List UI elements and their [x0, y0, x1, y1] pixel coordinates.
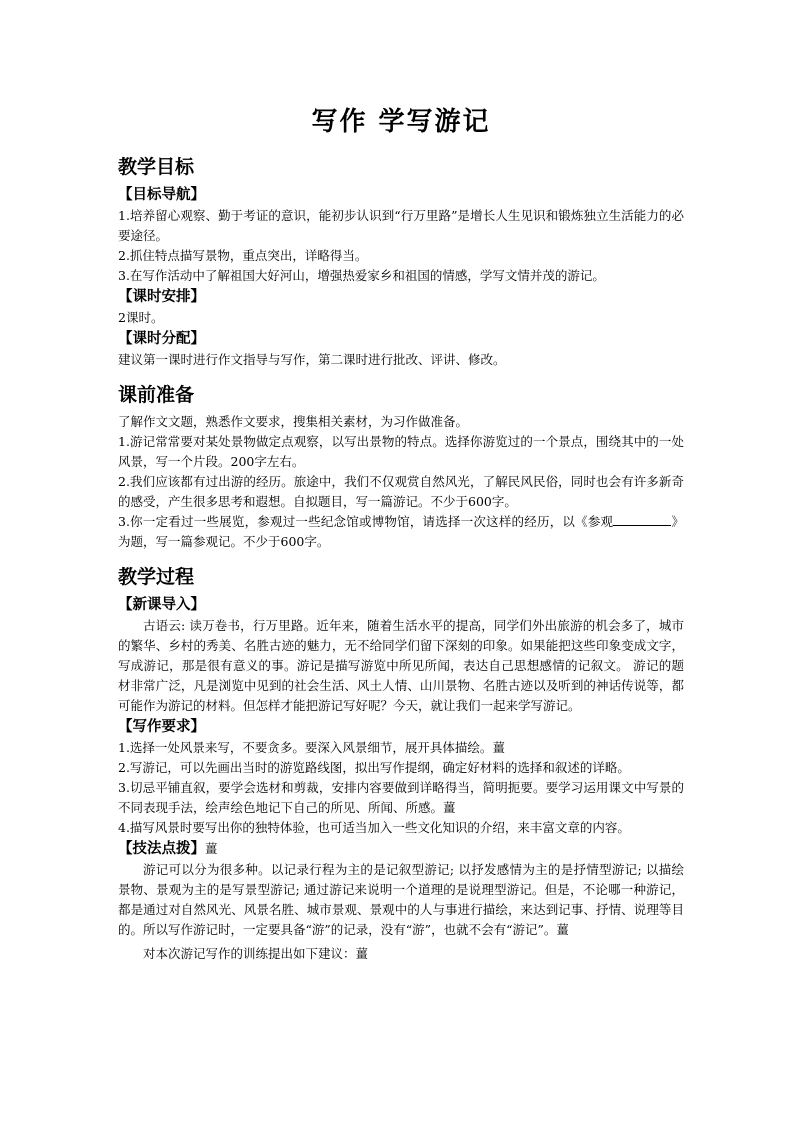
- advice-text: [118, 944, 684, 964]
- goal-item-1: 1.培养留心观察、勤于考证的意识，能初步认识到“行万里路”是增长人生见识和锻炼独立生活能力的必要途径。: [118, 208, 684, 243]
- prep-item-2: 2.我们应该都有过出游的经历。旅途中，我们不仅观赏自然风光，了解民风民俗，同时也会有许多新奇的感受，产生很多思考和遐想。自拟题目，写一篇游记。不少于600字。: [118, 474, 684, 509]
- label-technique-tips: [118, 838, 684, 860]
- advice-body: 对本次游记写作的训练提出如下建议：: [143, 946, 356, 961]
- requirement-item-1-text: 1.选择一处风景来写，不要贪多。要深入风景细节，展开具体描绘。: [118, 740, 493, 755]
- requirement-item-4: 4.描写风景时要写出你的独特体验，也可适当加入一些文化知识的介绍，来丰富文章的内容。: [118, 820, 630, 835]
- page-title: 写作 学写游记: [311, 107, 491, 137]
- requirement-item-2: 2.写游记，可以先画出当时的游览路线图，拟出写作提纲，确定好材料的选择和叙述的详略。: [118, 760, 630, 775]
- prep-item-3: [118, 512, 684, 552]
- technique-tips-body: 游记可以分为很多种。以记录行程为主的是记叙型游记; 以抒发感情为主的是抒情型游记; 以描绘景物、景观为主的是写景型游记; 通过游记来说明一个道理的是说理型游记。但是，不论哪一种游记，都是通过对自然风光、风景名胜、城市景观、景观中的人与事进行描绘，来达到记事、抒情、说理等目的。所以写作游记时，一定要具备“游”的记录，没有“游”，也就不会有“游记”。: [118, 862, 684, 937]
- label-new-lesson: 【新课导入】: [118, 596, 205, 613]
- prep-item-1: 1.游记常常要对某处景物做定点观察，以写出景物的特点。选择你游览过的一个景点，围绕其中的一处风景，写一个片段。200字左右。: [118, 434, 684, 469]
- goal-item-3: 3.在写作活动中了解祖国大好河山，增强热爱家乡和祖国的情感，学写文情并茂的游记。: [118, 268, 605, 283]
- prep-intro: 了解作文文题，熟悉作文要求，搜集相关素材，为习作做准备。: [118, 414, 469, 429]
- prep-item-3-after: 》为题，写一篇参观记。不少于600字。: [118, 514, 684, 549]
- technique-tips-mark: 薑: [205, 841, 218, 856]
- requirement-item-3-mark: 薑: [443, 800, 456, 815]
- schedule-text: 2课时。: [118, 310, 164, 325]
- requirement-item-1-mark: 薑: [492, 740, 505, 755]
- label-writing-requirements: 【写作要求】: [118, 718, 205, 735]
- requirement-item-3-text: 3.切忌平铺直叙，要学会选材和剪裁，安排内容要做到详略得当，简明扼要。要学习运用课文中写景的不同表现手法，绘声绘色地记下自己的所见、所闻、所感。: [118, 780, 684, 815]
- label-schedule: 【课时安排】: [118, 288, 205, 305]
- requirement-item-1: [118, 738, 684, 758]
- technique-tips-label-text: 【技法点拨】: [118, 840, 205, 857]
- goal-item-2: 2.抓住特点描写景物，重点突出，详略得当。: [118, 248, 368, 263]
- technique-tips-text-mark: 薑: [556, 922, 569, 937]
- advice-mark: 薑: [355, 946, 369, 961]
- allocation-text: 建议第一课时进行作文指导与写作，第二课时进行批改、评讲、修改。: [118, 352, 506, 367]
- fill-in-blank: [613, 513, 671, 526]
- technique-tips-text: [118, 860, 684, 940]
- label-allocation: 【课时分配】: [118, 330, 205, 347]
- prep-item-3-before: 3.你一定看过一些展览，参观过一些纪念馆或博物馆，请选择一次这样的经历，以《参观: [118, 514, 614, 529]
- new-lesson-text: 古语云: 读万卷书，行万里路。近年来，随着生活水平的提高，同学们外出旅游的机会多了，城市的繁华、乡村的秀美、名胜古迹的魅力，无不给同学们留下深刻的印象。如果能把这些印象变成文字，写成游记，那是很有意义的事。游记是描写游览中所见所闻，表达自己思想感情的记叙文。 游记的题材非常广泛，凡是浏览中见到的社会生活、风土人情、山川景物、名胜古迹以及听到的神话传说等，都可能作为游记的材料。但怎样才能把游记写好呢？今天，就让我们一起来学写游记。: [118, 618, 684, 713]
- section-heading-prep: 课前准备: [118, 384, 195, 406]
- section-heading-process: 教学过程: [118, 566, 195, 588]
- requirement-item-3: [118, 778, 684, 818]
- label-goal-nav: 【目标导航】: [118, 186, 205, 203]
- document-page: [118, 96, 684, 964]
- section-heading-goals: 教学目标: [118, 156, 195, 178]
